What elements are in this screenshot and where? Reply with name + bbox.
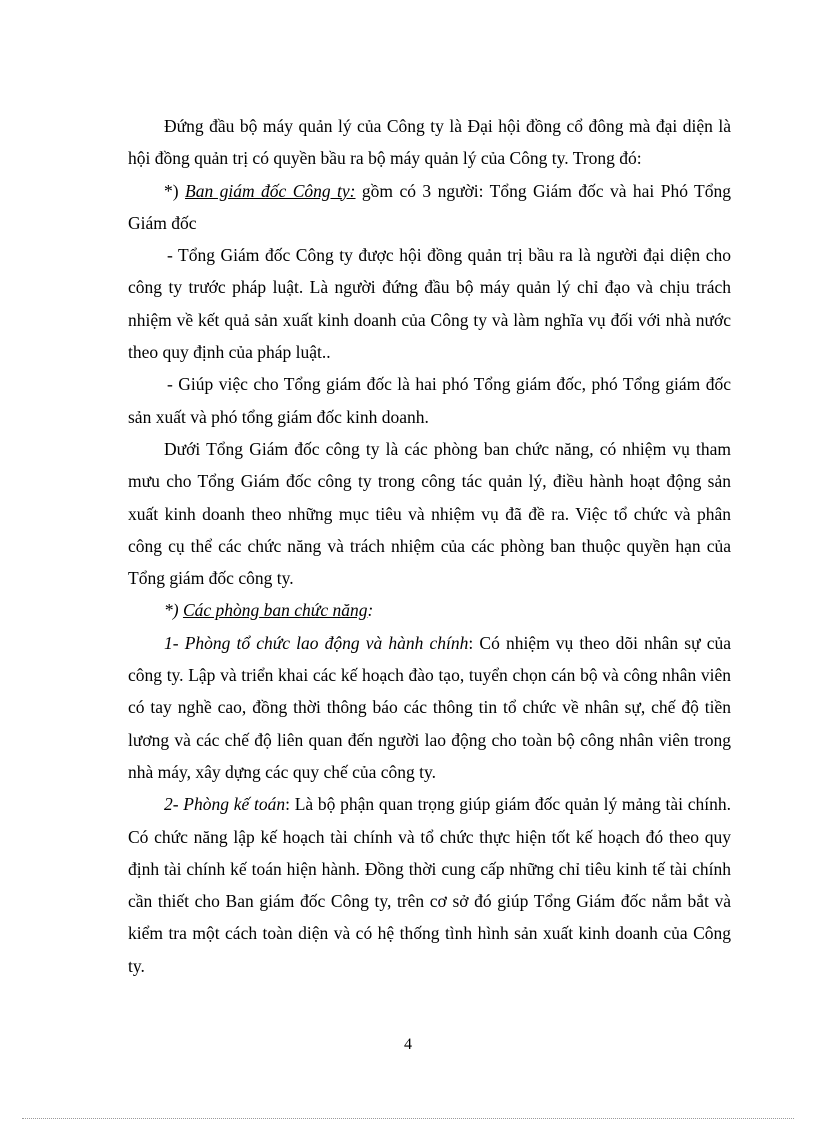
paragraph-departments-heading <box>128 594 731 626</box>
paragraph-text: : <box>367 600 374 621</box>
section-label: 1- Phòng tổ chức lao động và hành chính <box>164 632 469 653</box>
paragraph-text: : Có nhiệm vụ theo dõi nhân sự của công ty. Lập và triển khai các kế hoạch đào tạo, tuyển chọn cán bộ và công nhân viên có tay nghề cao, đồng thời thông báo các thông tin tổ chức về nhân sự, chế độ tiền lương và các chế độ liên quan đến người lao động cho toàn bộ công nhân viên trong nhà máy, xây dựng các quy chế của công ty. <box>128 632 731 782</box>
paragraph-hr-department <box>128 627 731 788</box>
paragraph-intro <box>128 110 731 175</box>
paragraph-text: Dưới Tổng Giám đốc công ty là các phòng ban chức năng, có nhiệm vụ tham mưu cho Tổng Giám đốc công ty trong công tác quản lý, điều hành hoạt động sản xuất kinh doanh theo những mục tiêu và nhiệm vụ đã đề ra. Việc tổ chức và phân công cụ thể các chức năng và trách nhiệm của các phòng ban thuộc quyền hạn của Tổng giám đốc công ty. <box>128 438 731 589</box>
section-label: Ban giám đốc Công ty: <box>185 180 356 201</box>
bullet-marker: *) <box>164 180 185 201</box>
page-bottom-divider <box>22 1118 794 1119</box>
paragraph-text: - Tổng Giám đốc Công ty được hội đồng quản trị bầu ra là người đại diện cho công ty trước pháp luật. Là người đứng đầu bộ máy quản lý chỉ đạo và chịu trách nhiệm về kết quả sản xuất kinh doanh của Công ty và làm nghĩa vụ đối với nhà nước theo quy định của pháp luật.. <box>128 245 731 363</box>
paragraph-text: Đứng đầu bộ máy quản lý của Công ty là Đại hội đồng cổ đông mà đại diện là hội đồng quản trị có quyền bầu ra bộ máy quản lý của Công ty. Trong đó: <box>128 116 731 169</box>
paragraph-general-director <box>128 239 731 368</box>
body-text <box>128 110 731 982</box>
paragraph-accounting-department <box>128 788 731 982</box>
paragraph-text: gồm có 3 người: Tổng Giám đốc và hai Phó Tổng Giám đốc <box>128 180 731 233</box>
paragraph-board-of-directors <box>128 175 731 240</box>
bullet-marker: *) <box>164 600 183 621</box>
paragraph-text: : Là bộ phận quan trọng giúp giám đốc quản lý mảng tài chính. Có chức năng lập kế hoạch tài chính và tổ chức thực hiện tốt kế hoạch đó theo quy định tài chính kế toán hiện hành. Đồng thời cung cấp những chỉ tiêu kinh tế tài chính cần thiết cho Ban giám đốc Công ty, trên cơ sở đó giúp Tổng Giám đốc nắm bắt và kiểm tra một cách toàn diện và có hệ thống tình hình sản xuất kinh doanh của Công ty. <box>128 794 731 976</box>
page-number: 4 <box>404 1036 412 1053</box>
paragraph-text: - Giúp việc cho Tổng giám đốc là hai phó Tổng giám đốc, phó Tổng giám đốc sản xuất và phó tổng giám đốc kinh doanh. <box>128 374 731 427</box>
paragraph-departments-overview <box>128 433 731 594</box>
section-label: 2- Phòng kế toán <box>164 794 286 815</box>
paragraph-deputy-directors <box>128 368 731 433</box>
section-label: Các phòng ban chức năng <box>182 600 368 621</box>
